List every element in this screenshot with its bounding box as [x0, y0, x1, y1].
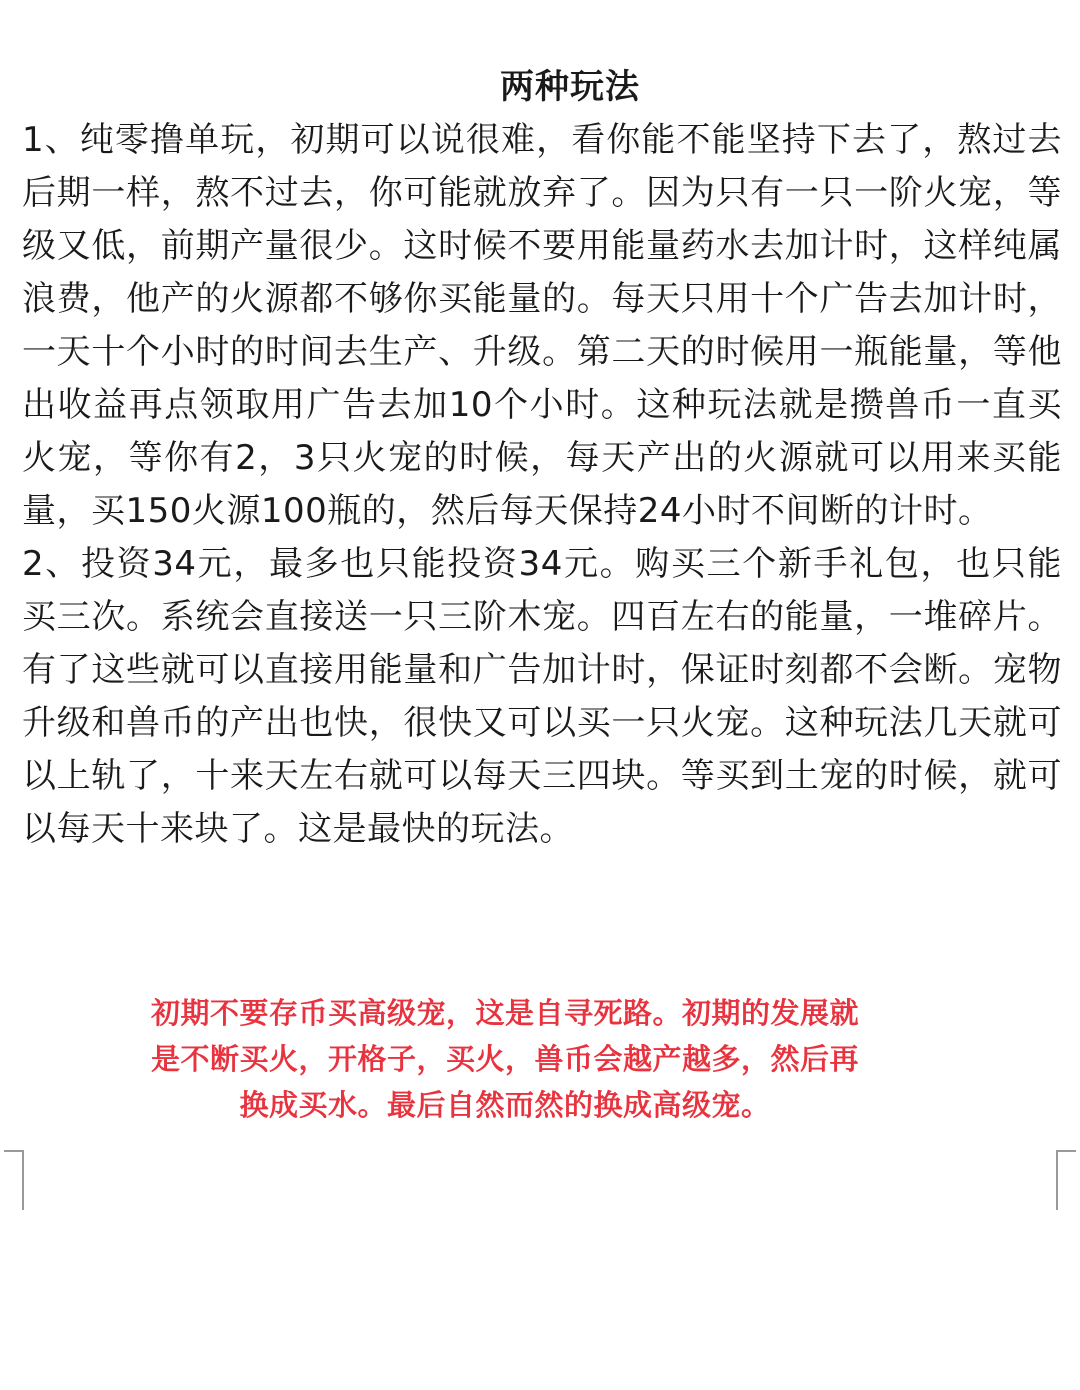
page-corner-mark-right	[1056, 1150, 1076, 1210]
document-body	[22, 114, 1062, 856]
document-title: 两种玩法	[500, 67, 640, 107]
paragraph-2: 2、投资34元，最多也只能投资34元。购买三个新手礼包，也只能买三次。系统会直接送一只三阶木宠。四百左右的能量，一堆碎片。有了这些就可以直接用能量和广告加计时，保证时刻都不会断。宠物升级和兽币的产出也快，很快又可以买一只火宠。这种玩法几天就可以上轨了，十来天左右就可以每天三四块。等买到土宠的时候，就可以每天十来块了。这是最快的玩法。	[22, 544, 1062, 849]
paragraph-1: 1、纯零撸单玩，初期可以说很难，看你能不能坚持下去了，熬过去后期一样，熬不过去，你可能就放弃了。因为只有一只一阶火宠，等级又低，前期产量很少。这时候不要用能量药水去加计时，这样纯属浪费，他产的火源都不够你买能量的。每天只用十个广告去加计时，一天十个小时的时间去生产、升级。第二天的时候用一瓶能量，等他出收益再点领取用广告去加10个小时。这种玩法就是攒兽币一直买火宠，等你有2，3只火宠的时候，每天产出的火源就可以用来买能量，买150火源100瓶的，然后每天保持24小时不间断的计时。	[22, 120, 1062, 531]
note-line-1: 初期不要存币买高级宠，这是自寻死路。初期的发展就	[150, 996, 859, 1030]
red-note	[80, 990, 930, 1128]
page-corner-mark-left	[4, 1150, 24, 1210]
note-line-3: 换成买水。最后自然而然的换成高级宠。	[239, 1088, 771, 1122]
note-line-2: 是不断买火，开格子，买火，兽币会越产越多，然后再	[150, 1042, 859, 1076]
